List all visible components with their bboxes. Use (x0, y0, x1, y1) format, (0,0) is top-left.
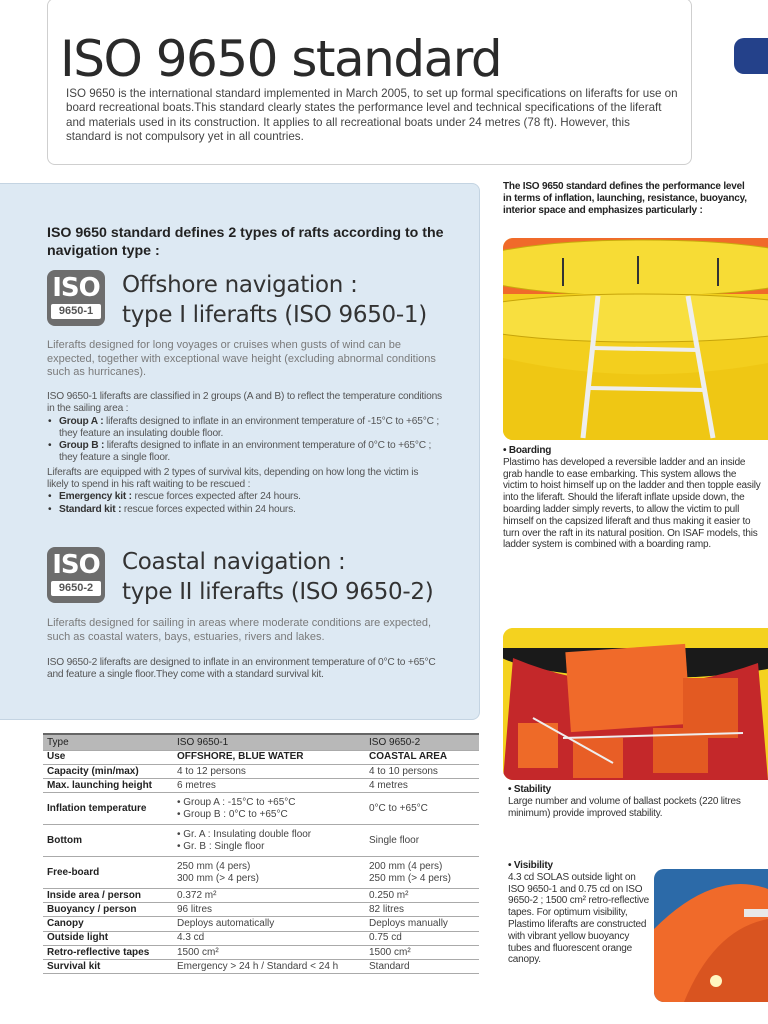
iso-9650-1-value: Emergency > 24 h / Standard < 24 h (173, 960, 365, 974)
spec-table (43, 733, 479, 974)
group-b-item: • Group B : liferafts designed to inflate in an environment temperature of 0°C to +65°C ; they feature a single floor. (47, 440, 442, 465)
boarding-text: Plastimo has developed a reversible ladder and an inside grab handle to ease embarking. This system allows the victim to hoist himself up on the ladder and then topple easily into the liferaft. Should the liferaft inflate upside down, the boarding ladder simply reverts, to allow the victim to pull himself on the capsized liferaft and thus making it easier to turn over the raft in its natural position. On ISAF models, this ladder system is combined with a boarding ramp. (503, 456, 761, 551)
offshore-details (47, 391, 442, 516)
iso-9650-2-value: COASTAL AREA (365, 750, 479, 764)
table-row (43, 917, 479, 931)
stability-photo (503, 628, 768, 780)
iso-9650-2-value: 0°C to +65°C (365, 793, 479, 825)
boarding-title: • Boarding (503, 445, 552, 456)
row-label: Retro-reflective tapes (43, 945, 173, 959)
stability-title: • Stability (508, 784, 551, 795)
boarding-section (503, 445, 761, 551)
coastal-details: ISO 9650-2 liferafts are designed to inflate in an environment temperature of 0°C to +65°C and feature a single floor.They come with a standard survival kit. (47, 657, 436, 681)
iso-9650-1-value: • Gr. A : Insulating double floor • Gr. B : Single floor (173, 825, 365, 857)
table-row (43, 778, 479, 792)
table-row (43, 960, 479, 974)
iso-9650-1-value: Deploys automatically (173, 917, 365, 931)
row-label: Buoyancy / person (43, 903, 173, 917)
iso-9650-2-value: Single floor (365, 825, 479, 857)
boarding-ladder-image (503, 238, 768, 440)
iso-9650-2-value: 0.75 cd (365, 931, 479, 945)
standard-kit-item: • Standard kit : rescue forces expected within 24 hours. (47, 504, 442, 516)
row-label: Bottom (43, 825, 173, 857)
badge-code-text: 9650-2 (51, 581, 101, 596)
coastal-title-line1: Coastal navigation : (122, 549, 346, 575)
iso-9650-2-value: 200 mm (4 pers) 250 mm (> 4 pers) (365, 857, 479, 889)
row-label: Free-board (43, 857, 173, 889)
row-label: Canopy (43, 917, 173, 931)
table-header-row (43, 734, 479, 750)
iso-9650-1-value: 96 litres (173, 903, 365, 917)
iso-9650-1-value: • Group A : -15°C to +65°C • Group B : 0°C to +65°C (173, 793, 365, 825)
offshore-description: Liferafts designed for long voyages or cruises when gusts of wind can be expected, together with exceptional wave height (excluding abnormal conditions such as hurricanes). (47, 339, 436, 378)
coastal-description: Liferafts designed for sailing in areas where moderate conditions are expected, such as coastal waters, bays, estuaries, rivers and lakes. (47, 617, 432, 643)
table-row (43, 903, 479, 917)
row-label: Capacity (min/max) (43, 764, 173, 778)
table-header-cell: ISO 9650-2 (365, 734, 479, 750)
kits-intro: Liferafts are equipped with 2 types of survival kits, depending on how long the victim is likely to spend in his raft waiting to be rescued : (47, 466, 419, 491)
orange-canopy-image (654, 869, 768, 1002)
iso-9650-2-value: 1500 cm² (365, 945, 479, 959)
iso-9650-2-badge (47, 547, 105, 603)
iso-9650-2-value: Standard (365, 960, 479, 974)
table-header-cell: ISO 9650-1 (173, 734, 365, 750)
boarding-photo (503, 238, 768, 440)
offshore-title-line2: type I liferafts (ISO 9650-1) (122, 302, 427, 328)
table-row (43, 945, 479, 959)
coastal-title (122, 547, 472, 607)
page-title: ISO 9650 standard (60, 30, 502, 88)
iso-9650-1-value: 1500 cm² (173, 945, 365, 959)
row-label: Use (43, 750, 173, 764)
table-row (43, 889, 479, 903)
row-label: Outside light (43, 931, 173, 945)
table-row (43, 764, 479, 778)
table-row (43, 857, 479, 889)
sidebar-intro: The ISO 9650 standard defines the performance level in terms of inflation, launching, resistance, buoyancy, interior space and emphasizes particularly : (503, 181, 747, 216)
row-label: Survival kit (43, 960, 173, 974)
offshore-title-line1: Offshore navigation : (122, 272, 358, 298)
stability-text: Large number and volume of ballast pockets (220 litres minimum) provide improved stability. (508, 795, 741, 819)
groups-intro: ISO 9650-1 liferafts are classified in 2 groups (A and B) to reflect the temperature conditions in the sailing area : (47, 391, 442, 415)
table-row (43, 825, 479, 857)
iso-9650-1-value: 4 to 12 persons (173, 764, 365, 778)
badge-iso-text: ISO (52, 550, 100, 580)
iso-9650-2-value: Deploys manually (365, 917, 479, 931)
table-header-cell: Type (43, 734, 173, 750)
section-tab (734, 38, 768, 74)
iso-9650-1-value: 4.3 cd (173, 931, 365, 945)
iso-9650-1-value: OFFSHORE, BLUE WATER (173, 750, 365, 764)
stability-section (508, 784, 748, 819)
row-label: Inflation temperature (43, 793, 173, 825)
iso-9650-2-value: 82 litres (365, 903, 479, 917)
row-label: Max. launching height (43, 778, 173, 792)
visibility-text: 4.3 cd SOLAS outside light on ISO 9650-1 and 0.75 cd on ISO 9650-2 ; 1500 cm² retro-reflective tapes. For optimum visibility, Plastimo liferafts are constructed with vibrant yellow buoyancy tubes and fluorescent orange canopy. (508, 871, 650, 966)
group-a-item: • Group A : liferafts designed to inflate in an environment temperature of -15°C to +65°C ; they feature an insulating double floor. (47, 416, 442, 441)
badge-iso-text: ISO (52, 273, 100, 303)
iso-9650-1-badge (47, 270, 105, 326)
iso-9650-1-value: 250 mm (4 pers) 300 mm (> 4 pers) (173, 857, 365, 889)
panel-heading: ISO 9650 standard defines 2 types of rafts according to the navigation type : (47, 225, 444, 259)
iso-9650-1-value: 0.372 m² (173, 889, 365, 903)
badge-code-text: 9650-1 (51, 304, 101, 319)
iso-9650-2-value: 0.250 m² (365, 889, 479, 903)
iso-9650-2-value: 4 metres (365, 778, 479, 792)
coastal-title-line2: type II liferafts (ISO 9650-2) (122, 579, 434, 605)
emergency-kit-item: • Emergency kit : rescue forces expected after 24 hours. (47, 491, 442, 503)
visibility-photo (654, 869, 768, 1002)
table-row (43, 793, 479, 825)
iso-9650-1-value: 6 metres (173, 778, 365, 792)
ballast-pockets-image (503, 628, 768, 780)
offshore-title (122, 270, 472, 330)
table-row (43, 931, 479, 945)
table-row (43, 750, 479, 764)
visibility-section (508, 860, 653, 966)
iso-9650-2-value: 4 to 10 persons (365, 764, 479, 778)
visibility-title: • Visibility (508, 860, 553, 871)
row-label: Inside area / person (43, 889, 173, 903)
intro-paragraph: ISO 9650 is the international standard implemented in March 2005, to set up formal specifications on liferafts for use on board recreational boats.This standard clearly states the performance level and technical specifications of the liferaft and materials used in its construction. It applies to all recreational boats under 24 metres (78 ft). However, this standard is not compulsory yet in all countries. (66, 87, 678, 143)
